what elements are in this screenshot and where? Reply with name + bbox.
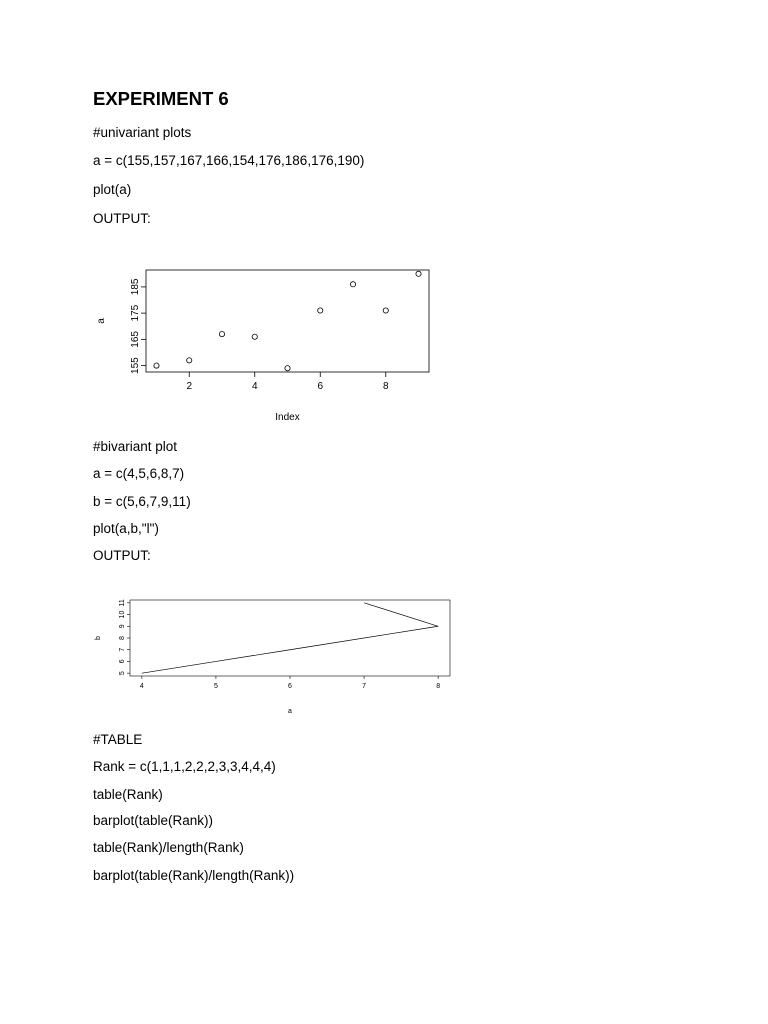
scatter-plot-svg bbox=[92, 258, 442, 428]
x-tick-label: 4 bbox=[139, 683, 144, 690]
code-line-table: table(Rank) bbox=[93, 787, 163, 802]
y-tick-label: 5 bbox=[119, 671, 126, 676]
plot-frame bbox=[146, 270, 429, 372]
comment-univariant: #univariant plots bbox=[93, 125, 192, 140]
code-line-table-length: table(Rank)/length(Rank) bbox=[93, 840, 244, 855]
code-line-b: b = c(5,6,7,9,11) bbox=[93, 494, 191, 509]
y-axis-label: a bbox=[96, 318, 107, 324]
y-tick-label: 175 bbox=[130, 304, 141, 322]
y-axis-label: b bbox=[95, 636, 102, 640]
line-plot-svg bbox=[92, 575, 464, 721]
line-segment bbox=[290, 626, 438, 649]
x-tick-label: 2 bbox=[186, 381, 193, 392]
y-tick-label: 9 bbox=[119, 624, 126, 629]
y-tick-label: 10 bbox=[119, 610, 126, 619]
plot-frame bbox=[130, 600, 450, 676]
code-line-a2: a = c(4,5,6,8,7) bbox=[93, 466, 185, 481]
code-line-rank: Rank = c(1,1,1,2,2,2,3,3,4,4,4) bbox=[93, 759, 276, 774]
x-tick-label: 7 bbox=[362, 683, 367, 690]
data-point bbox=[383, 308, 388, 313]
line-segment bbox=[364, 603, 438, 626]
code-line-plot-ab: plot(a,b,"l") bbox=[93, 521, 159, 536]
x-tick-label: 6 bbox=[317, 381, 324, 392]
x-tick-label: 5 bbox=[213, 683, 218, 690]
y-tick-label: 6 bbox=[119, 659, 126, 664]
output-label-1: OUTPUT: bbox=[93, 211, 151, 226]
y-tick-label: 155 bbox=[130, 357, 141, 374]
bivariant-line-plot bbox=[92, 575, 464, 721]
data-point bbox=[285, 366, 290, 371]
line-segment bbox=[142, 661, 216, 673]
experiment-title: EXPERIMENT 6 bbox=[93, 88, 229, 109]
x-tick-label: 6 bbox=[288, 683, 292, 690]
data-point bbox=[416, 271, 421, 276]
x-tick-label: 8 bbox=[436, 683, 441, 690]
x-tick-label: 8 bbox=[382, 381, 389, 392]
comment-bivariant: #bivariant plot bbox=[93, 439, 178, 454]
y-tick-label: 7 bbox=[119, 647, 126, 652]
data-point bbox=[350, 282, 355, 287]
code-line-barplot: barplot(table(Rank)) bbox=[93, 813, 214, 828]
x-tick-label: 4 bbox=[251, 381, 258, 392]
line-segment bbox=[216, 650, 290, 662]
data-point bbox=[252, 334, 257, 339]
data-point bbox=[187, 358, 192, 363]
y-tick-label: 185 bbox=[130, 278, 141, 296]
y-tick-label: 165 bbox=[130, 331, 141, 348]
x-axis-label: Index bbox=[275, 412, 300, 423]
output-label-2: OUTPUT: bbox=[93, 548, 151, 563]
x-axis-label: a bbox=[288, 708, 292, 715]
comment-table: #TABLE bbox=[93, 732, 143, 747]
data-point bbox=[154, 363, 159, 368]
code-line-plot: plot(a) bbox=[93, 182, 132, 197]
y-tick-label: 11 bbox=[119, 599, 126, 607]
code-line-a: a = c(155,157,167,166,154,176,186,176,190) bbox=[93, 153, 365, 168]
data-point bbox=[318, 308, 323, 313]
y-tick-label: 8 bbox=[119, 636, 126, 640]
univariant-scatter-plot bbox=[92, 258, 442, 428]
data-point bbox=[219, 332, 224, 337]
code-line-barplot-length: barplot(table(Rank)/length(Rank)) bbox=[93, 868, 295, 883]
